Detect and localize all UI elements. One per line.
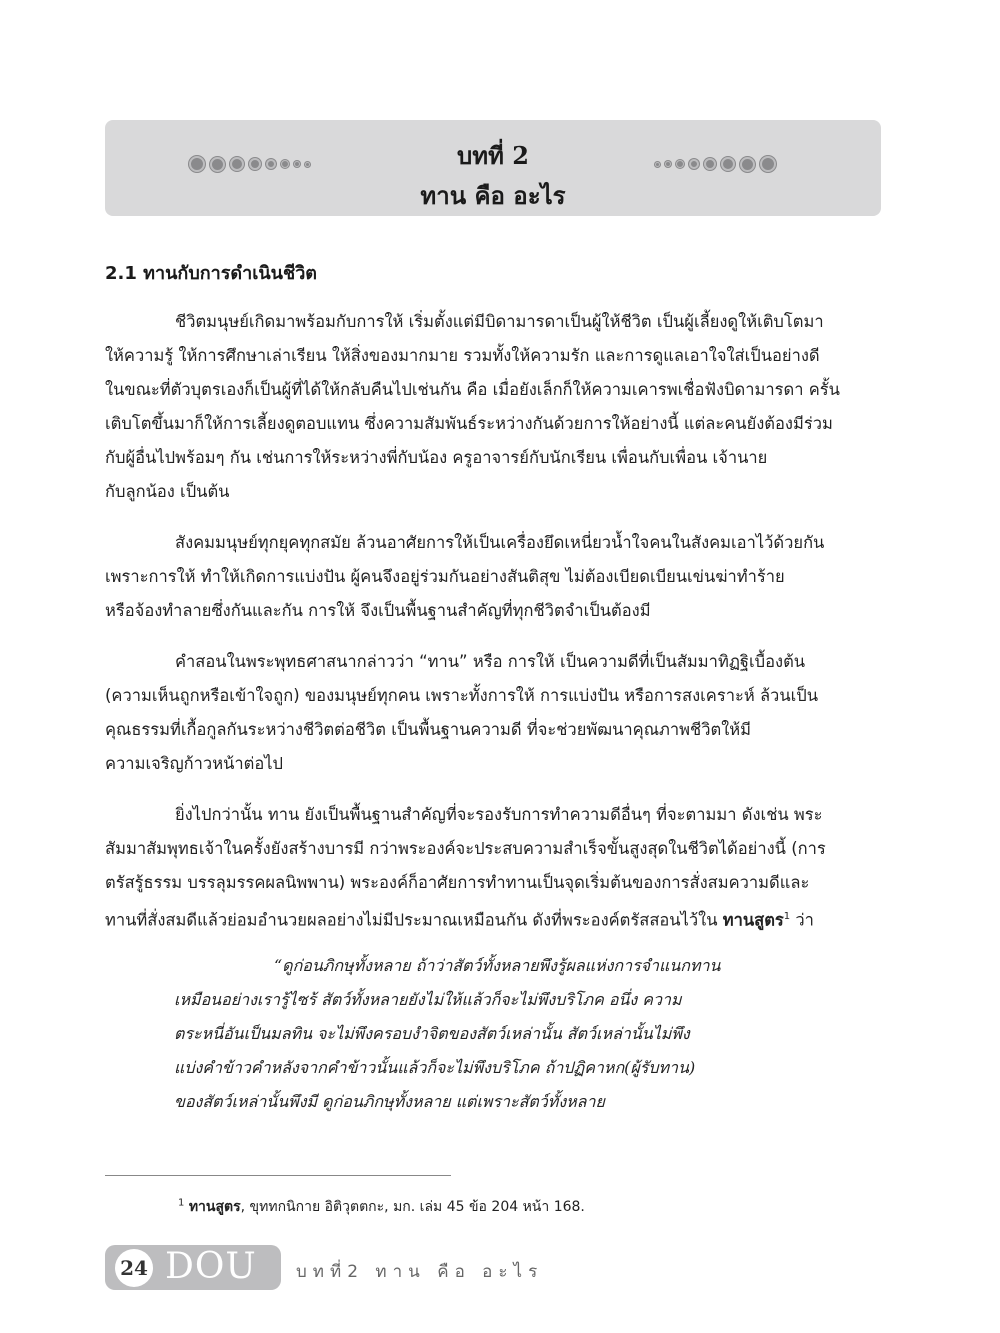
sutta-reference: ทานสูตร bbox=[722, 910, 784, 930]
paragraph-line: ชีวิตมนุษย์เกิดมาพร้อมกับการให้ เริ่มตั้งแต่มีบิดามารดาเป็นผู้ให้ชีวิต เป็นผู้เลี้ยงดูให้เติบโตมา bbox=[175, 312, 824, 331]
paragraph-line: สังคมมนุษย์ทุกยุคทุกสมัย ล้วนอาศัยการให้เป็นเครื่องยึดเหนี่ยวน้ำใจคนในสังคมเอาไว้ด้วยกัน bbox=[175, 533, 825, 552]
dot-icon bbox=[704, 158, 716, 170]
paragraph-line: เติบโตขึ้นมาก็ให้การเลี้ยงดูตอบแทน ซึ่งความสัมพันธ์ระหว่างกันด้วยการให้อย่างนี้ แต่ละคนยังต้องมีร่วม bbox=[105, 414, 833, 433]
dot-icon bbox=[760, 156, 776, 172]
paragraph-line: สัมมาสัมพุทธเจ้าในครั้งยังสร้างบารมี กว่าพระองค์จะประสบความสำเร็จขั้นสูงสุดในชีวิตได้อย่างนี้ (การ bbox=[105, 839, 826, 858]
footnote-divider bbox=[105, 1175, 451, 1176]
paragraph-line: คุณธรรมที่เกื้อกูลกันระหว่างชีวิตต่อชีวิต เป็นพื้นฐานความดี ที่จะช่วยพัฒนาคุณภาพชีวิตให้มี bbox=[105, 720, 752, 739]
paragraph-line: เพราะการให้ ทำให้เกิดการแบ่งปัน ผู้คนจึงอยู่ร่วมกันอย่างสันติสุข ไม่ต้องเบียดเบียนเข่นฆ่าทำร้าย bbox=[105, 567, 785, 586]
footnote-title: ทานสูตร bbox=[188, 1199, 241, 1215]
paragraph-line: ยิ่งไปกว่านั้น ทาน ยังเป็นพื้นฐานสำคัญที่จะรองรับการทำความดีอื่นๆ ที่จะตามมา ดังเช่น พระ bbox=[175, 805, 823, 824]
quote-line: แบ่งคำข้าวคำหลังจากคำข้าวนั้นแล้วก็จะไม่พึงบริโภค ถ้าปฏิคาหก(ผู้รับทาน) bbox=[174, 1058, 696, 1077]
footnote-marker: 1 bbox=[783, 911, 791, 922]
chapter-banner bbox=[105, 120, 881, 216]
paragraph-line: กับผู้อื่นไปพร้อมๆ กัน เช่นการให้ระหว่างพี่กับน้อง ครูอาจารย์กับนักเรียน เพื่อนกับเพื่อน เจ้านาย bbox=[105, 448, 768, 467]
paragraph-line: ตรัสรู้ธรรม บรรลุมรรคผลนิพพาน) พระองค์ก็อาศัยการทำทานเป็นจุดเริ่มต้นของการสั่งสมความดีและ bbox=[105, 873, 810, 892]
quote-line: ของสัตว์เหล่านั้นพึงมี ดูก่อนภิกษุทั้งหลาย แต่เพราะสัตว์ทั้งหลาย bbox=[174, 1092, 605, 1111]
dot-icon bbox=[689, 159, 699, 169]
footnote-text: , ขุททกนิกาย อิติวุตตกะ, มก. เล่ม 45 ข้อ 204 หน้า 168. bbox=[240, 1199, 585, 1215]
paragraph-line: ให้ความรู้ ให้การศึกษาเล่าเรียน ให้สิ่งของมากมาย รวมทั้งให้ความรัก และการดูแลเอาใจใส่เป็นอย่างดี bbox=[105, 346, 820, 365]
paragraph-line: (ความเห็นถูกหรือเข้าใจถูก) ของมนุษย์ทุกคน เพราะทั้งการให้ การแบ่งปัน หรือการสงเคราะห์ ล้วนเป็น bbox=[105, 686, 818, 705]
quote-line: ตระหนี่อันเป็นมลทิน จะไม่พึงครอบงำจิตของสัตว์เหล่านั้น สัตว์เหล่านั้นไม่พึง bbox=[174, 1024, 690, 1043]
footnote-number: 1 bbox=[178, 1197, 185, 1209]
paragraph-line: คำสอนในพระพุทธศาสนากล่าวว่า “ทาน” หรือ การให้ เป็นความดีที่เป็นสัมมาทิฏฐิเบื้องต้น bbox=[175, 652, 806, 671]
paragraph-text: ทานที่สั่งสมดีแล้วย่อมอำนวยผลอย่างไม่มีประมาณเหมือนกัน ดังที่พระองค์ตรัสสอนไว้ใน bbox=[105, 910, 723, 930]
paragraph-line: ความเจริญก้าวหน้าต่อไป bbox=[105, 754, 284, 773]
chapter-title: ทาน คือ อะไร bbox=[420, 181, 566, 210]
footer-tab bbox=[105, 1245, 281, 1290]
dot-icon bbox=[740, 157, 755, 172]
paragraph-line: กับลูกน้อง เป็นต้น bbox=[105, 482, 230, 501]
dot-icon bbox=[665, 161, 671, 167]
dot-icon bbox=[676, 160, 684, 168]
dot-icon bbox=[655, 162, 660, 167]
quote-line: เหมือนอย่างเรารู้ไซร้ สัตว์ทั้งหลายยังไม่ให้แล้วก็จะไม่พึงบริโภค อนึ่ง ความ bbox=[174, 990, 682, 1009]
section-heading: 2.1 ทานกับการดำเนินชีวิต bbox=[105, 263, 318, 284]
chapter-number: บทที่ 2 bbox=[457, 141, 529, 170]
footnote bbox=[178, 1196, 585, 1218]
page-number: 24 bbox=[115, 1249, 153, 1287]
paragraph-line: ในขณะที่ตัวบุตรเองก็เป็นผู้ที่ได้ให้กลับคืนไปเช่นกัน คือ เมื่อยังเล็กก็ให้ความเคารพเชื่อฟังบิดามารดา ครั้น bbox=[105, 380, 840, 399]
running-head: บทที่2 ทาน คือ อะไร bbox=[296, 1262, 544, 1282]
dot-icon bbox=[721, 157, 735, 171]
paragraph-text: ว่า bbox=[790, 910, 814, 930]
decorative-dots-right bbox=[655, 156, 776, 172]
paragraph-line bbox=[105, 906, 881, 932]
quote-line: “ดูก่อนภิกษุทั้งหลาย ถ้าว่าสัตว์ทั้งหลายพึงรู้ผลแห่งการจำแนกทาน bbox=[274, 956, 721, 975]
brand-logo: DOU bbox=[165, 1246, 257, 1287]
paragraph-line: หรือจ้องทำลายซึ่งกันและกัน การให้ จึงเป็นพื้นฐานสำคัญที่ทุกชีวิตจำเป็นต้องมี bbox=[105, 601, 651, 620]
